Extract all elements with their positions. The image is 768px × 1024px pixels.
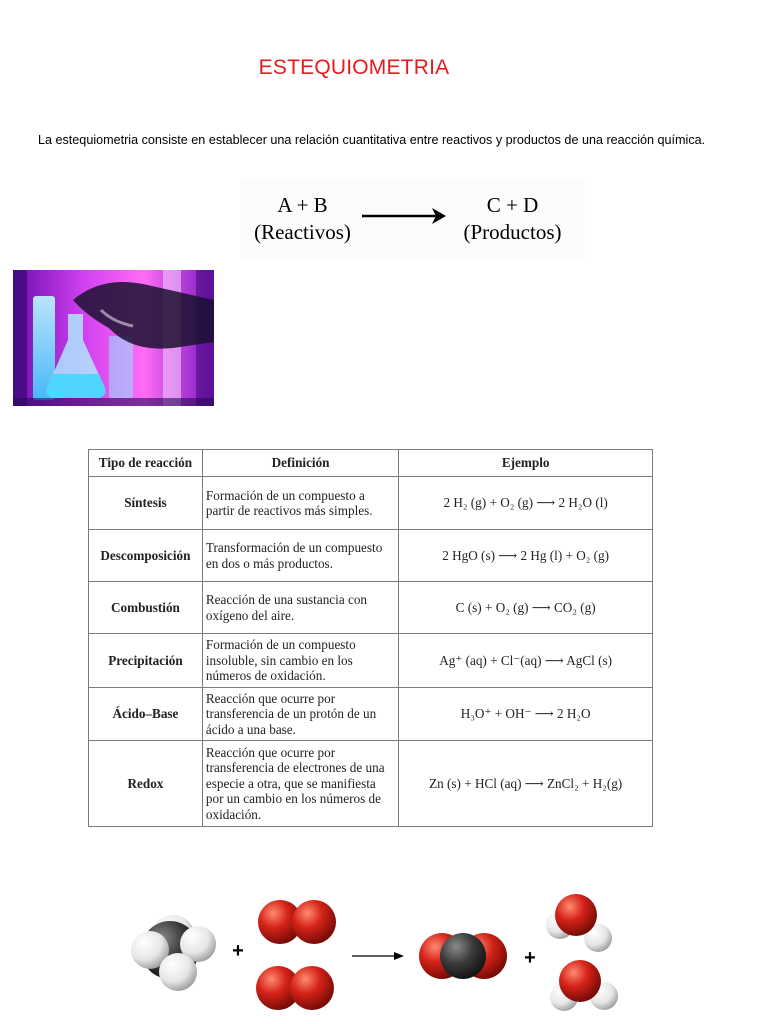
row-type: Síntesis xyxy=(89,477,203,530)
products-label: (Productos) xyxy=(463,220,562,244)
row-type: Combustión xyxy=(89,582,203,634)
header-ejemplo: Ejemplo xyxy=(399,450,653,477)
intro-paragraph: La estequiometria consiste en establecer una relación cuantitativa entre reactivos y productos de una reacción química. xyxy=(38,133,706,147)
products-formula: C + D xyxy=(486,193,539,217)
row-type: Redox xyxy=(89,741,203,827)
table-row xyxy=(89,634,653,688)
reactants-formula: A + B xyxy=(277,193,328,217)
row-example: C (s) + O₂ (g) ⟶ CO₂ (g) xyxy=(399,582,653,634)
reaction-arrow-icon xyxy=(360,205,450,227)
reaction-scheme xyxy=(240,178,585,258)
reaction-arrow-icon xyxy=(352,952,404,960)
table-header-row xyxy=(89,450,653,477)
oxygen-molecule-icon xyxy=(256,966,334,1010)
row-example: Zn (s) + HCl (aq) ⟶ ZnCl₂ + H₂(g) xyxy=(399,741,653,827)
table-row xyxy=(89,477,653,530)
plus-sign-1: + xyxy=(232,940,244,962)
row-definition: Reacción de una sustancia con oxígeno del aire. xyxy=(202,582,398,634)
row-example: Ag⁺ (aq) + Cl⁻(aq) ⟶ AgCl (s) xyxy=(399,634,653,688)
header-tipo: Tipo de reacción xyxy=(89,450,203,477)
carbon-dioxide-molecule-icon xyxy=(419,933,507,979)
row-example: 2 H₂ (g) + O₂ (g) ⟶ 2 H₂O (l) xyxy=(399,477,653,530)
row-type: Precipitación xyxy=(89,634,203,688)
table-row xyxy=(89,530,653,582)
row-definition: Reacción que ocurre por transferencia de un protón de un ácido a una base. xyxy=(202,688,398,741)
water-molecule-icon xyxy=(546,894,612,952)
row-example: 2 HgO (s) ⟶ 2 Hg (l) + O₂ (g) xyxy=(399,530,653,582)
table-row xyxy=(89,741,653,827)
reaction-types-table xyxy=(88,449,653,827)
methane-combustion-models xyxy=(128,882,638,1022)
lab-glassware-photo xyxy=(13,270,214,406)
row-definition: Formación de un compuesto insoluble, sin cambio en los números de oxidación. xyxy=(202,634,398,688)
methane-molecule-icon xyxy=(131,915,216,991)
row-definition: Transformación de un compuesto en dos o más productos. xyxy=(202,530,398,582)
page-title: ESTEQUIOMETRIA xyxy=(258,56,450,79)
oxygen-molecule-icon xyxy=(258,900,336,944)
row-definition: Formación de un compuesto a partir de reactivos más simples. xyxy=(202,477,398,530)
products-group xyxy=(455,192,570,246)
row-definition: Reacción que ocurre por transferencia de electrones de una especie a otra, que se manifiesta por un cambio en los números de oxidación. xyxy=(202,741,398,827)
plus-sign-2: + xyxy=(524,947,536,969)
reactants-label: (Reactivos) xyxy=(254,220,351,244)
reactants-group xyxy=(250,192,355,246)
header-definicion: Definición xyxy=(202,450,398,477)
table-row xyxy=(89,582,653,634)
row-type: Descomposición xyxy=(89,530,203,582)
row-type: Ácido–Base xyxy=(89,688,203,741)
row-example: H₃O⁺ + OH⁻ ⟶ 2 H₂O xyxy=(399,688,653,741)
table-row xyxy=(89,688,653,741)
water-molecule-icon xyxy=(550,960,618,1011)
